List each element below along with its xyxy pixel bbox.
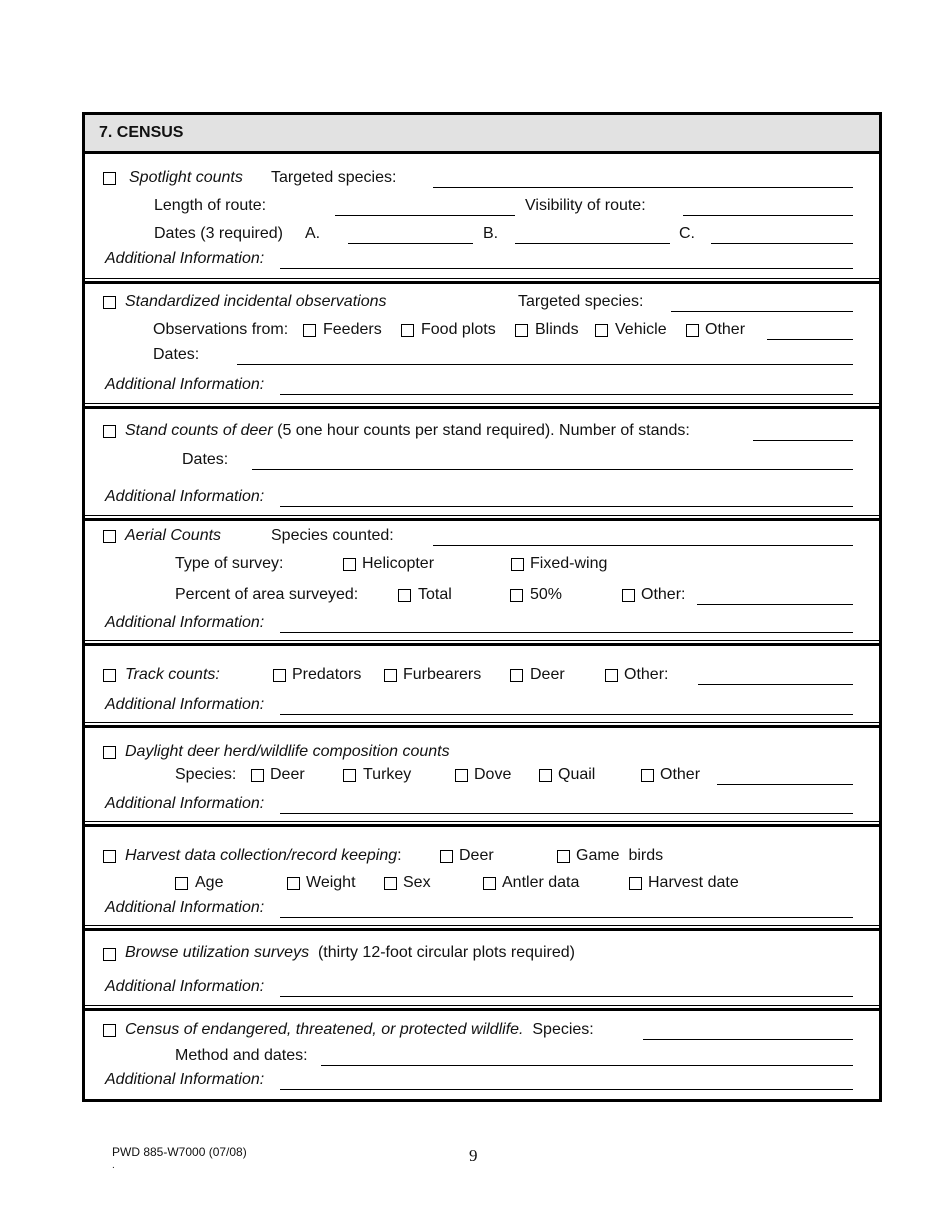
stand-counts-checkbox[interactable] <box>103 425 116 438</box>
spotlight-checkbox[interactable] <box>103 172 116 185</box>
aerial-checkbox[interactable] <box>103 530 116 543</box>
other-field[interactable] <box>698 684 853 685</box>
additional-info-field[interactable] <box>280 714 853 715</box>
endangered-title: Census of endangered, threatened, or protected wildlife. <box>125 1021 524 1038</box>
additional-info-field[interactable] <box>280 394 853 395</box>
section-title: 7. CENSUS <box>99 124 184 141</box>
spotlight-title: Spotlight counts <box>129 169 243 186</box>
deer-checkbox[interactable] <box>510 669 523 682</box>
dates-field[interactable] <box>237 364 853 365</box>
feeders-checkbox[interactable] <box>303 324 316 337</box>
other-field[interactable] <box>697 604 853 605</box>
browse-section <box>85 931 879 1010</box>
incidental-targeted-label: Targeted species: <box>518 293 644 310</box>
total-label: Total <box>418 586 452 603</box>
vehicle-checkbox[interactable] <box>595 324 608 337</box>
food-plots-checkbox[interactable] <box>401 324 414 337</box>
quail-checkbox[interactable] <box>539 769 552 782</box>
daylight-title: Daylight deer herd/wildlife composition counts <box>125 743 450 760</box>
harvest-date-checkbox[interactable] <box>629 877 642 890</box>
additional-info-label: Additional Information: <box>105 978 265 995</box>
sex-label: Sex <box>403 874 431 891</box>
additional-info-field[interactable] <box>280 268 853 269</box>
age-checkbox[interactable] <box>175 877 188 890</box>
fixed-wing-label: Fixed-wing <box>530 555 608 572</box>
other-checkbox[interactable] <box>641 769 654 782</box>
date-b-field[interactable] <box>515 243 670 244</box>
browse-title: Browse utilization surveys <box>125 944 310 961</box>
date-c-field[interactable] <box>711 243 853 244</box>
feeders-label: Feeders <box>323 321 382 338</box>
furbearers-checkbox[interactable] <box>384 669 397 682</box>
antler-data-label: Antler data <box>502 874 580 891</box>
additional-info-label: Additional Information: <box>105 250 265 267</box>
dates-label: Dates: <box>182 451 229 468</box>
track-checkbox[interactable] <box>103 669 116 682</box>
fifty-percent-checkbox[interactable] <box>510 589 523 602</box>
helicopter-label: Helicopter <box>362 555 435 572</box>
observations-from-label: Observations from: <box>153 321 289 338</box>
dates-field[interactable] <box>252 469 853 470</box>
browse-heading <box>125 944 575 962</box>
additional-info-label: Additional Information: <box>105 614 265 631</box>
additional-info-field[interactable] <box>280 813 853 814</box>
turkey-label: Turkey <box>363 766 412 783</box>
spotlight-targeted-label: Targeted species: <box>271 169 397 186</box>
additional-info-label: Additional Information: <box>105 696 265 713</box>
additional-info-field[interactable] <box>280 1089 853 1090</box>
harvest-title: Harvest data collection/record keeping <box>125 847 398 864</box>
incidental-checkbox[interactable] <box>103 296 116 309</box>
route-visibility-field[interactable] <box>683 215 853 216</box>
additional-info-label: Additional Information: <box>105 1071 265 1088</box>
blinds-checkbox[interactable] <box>515 324 528 337</box>
incidental-section <box>85 284 879 403</box>
weight-checkbox[interactable] <box>287 877 300 890</box>
game-birds-label: Game birds <box>576 847 664 864</box>
additional-info-label: Additional Information: <box>105 488 265 505</box>
browse-checkbox[interactable] <box>103 948 116 961</box>
deer-label: Deer <box>270 766 305 783</box>
predators-checkbox[interactable] <box>273 669 286 682</box>
stand-counts-section <box>85 409 879 515</box>
harvest-date-label: Harvest date <box>648 874 739 891</box>
other-label: Other: <box>624 666 669 683</box>
track-title: Track counts: <box>125 666 220 683</box>
daylight-section <box>85 728 879 821</box>
antler-data-checkbox[interactable] <box>483 877 496 890</box>
date-a-field[interactable] <box>348 243 473 244</box>
other-label: Other <box>660 766 701 783</box>
dates-required-label: Dates (3 required) <box>154 225 283 242</box>
survey-type-label: Type of survey: <box>175 555 284 572</box>
stand-counts-heading <box>125 422 690 440</box>
percent-area-label: Percent of area surveyed: <box>175 586 359 603</box>
deer-checkbox[interactable] <box>440 850 453 863</box>
daylight-checkbox[interactable] <box>103 746 116 759</box>
fifty-percent-label: 50% <box>530 586 563 603</box>
route-visibility-label: Visibility of route: <box>525 197 646 214</box>
weight-label: Weight <box>306 874 356 891</box>
route-length-field[interactable] <box>335 215 515 216</box>
harvest-heading <box>125 847 402 865</box>
deer-label: Deer <box>459 847 494 864</box>
other-field[interactable] <box>767 339 853 340</box>
additional-info-field[interactable] <box>280 996 853 997</box>
additional-info-label: Additional Information: <box>105 899 265 916</box>
harvest-checkbox[interactable] <box>103 850 116 863</box>
deer-checkbox[interactable] <box>251 769 264 782</box>
census-form <box>82 112 882 1102</box>
quail-label: Quail <box>558 766 596 783</box>
predators-label: Predators <box>292 666 362 683</box>
game-birds-checkbox[interactable] <box>557 850 570 863</box>
fixed-wing-checkbox[interactable] <box>511 558 524 571</box>
dates-label: Dates: <box>153 346 200 363</box>
harvest-colon: : <box>397 847 402 864</box>
dove-checkbox[interactable] <box>455 769 468 782</box>
other-checkbox[interactable] <box>686 324 699 337</box>
additional-info-label: Additional Information: <box>105 376 265 393</box>
spotlight-section <box>85 154 879 278</box>
helicopter-checkbox[interactable] <box>343 558 356 571</box>
age-label: Age <box>195 874 224 891</box>
method-dates-field[interactable] <box>321 1065 853 1066</box>
section-header <box>85 115 879 154</box>
endangered-heading <box>125 1021 594 1039</box>
other-label: Other: <box>641 586 686 603</box>
date-b-label: B. <box>483 225 499 242</box>
browse-desc: (thirty 12-foot circular plots required) <box>317 944 575 961</box>
endangered-species-field[interactable] <box>643 1039 853 1040</box>
additional-info-field[interactable] <box>280 506 853 507</box>
species-counted-label: Species counted: <box>271 527 394 544</box>
turkey-checkbox[interactable] <box>343 769 356 782</box>
date-c-label: C. <box>679 225 695 242</box>
vehicle-label: Vehicle <box>615 321 667 338</box>
total-checkbox[interactable] <box>398 589 411 602</box>
food-plots-label: Food plots <box>421 321 496 338</box>
additional-info-field[interactable] <box>280 917 853 918</box>
other-label: Other <box>705 321 746 338</box>
additional-info-field[interactable] <box>280 632 853 633</box>
spotlight-targeted-field[interactable] <box>433 187 853 188</box>
additional-info-label: Additional Information: <box>105 795 265 812</box>
sex-checkbox[interactable] <box>384 877 397 890</box>
other-field[interactable] <box>717 784 853 785</box>
aerial-title: Aerial Counts <box>125 527 222 544</box>
other-checkbox[interactable] <box>605 669 618 682</box>
endangered-checkbox[interactable] <box>103 1024 116 1037</box>
aerial-section <box>85 521 879 640</box>
stand-counts-title: Stand counts of deer <box>125 422 273 439</box>
date-a-label: A. <box>305 225 321 242</box>
stand-counts-desc: (5 one hour counts per stand required). Number of stands: <box>277 422 690 439</box>
other-checkbox[interactable] <box>622 589 635 602</box>
species-label: Species: <box>175 766 237 783</box>
route-length-label: Length of route: <box>154 197 267 214</box>
page-number: 9 <box>469 1146 478 1165</box>
deer-label: Deer <box>530 666 565 683</box>
track-section <box>85 646 879 722</box>
incidental-title: Standardized incidental observations <box>125 293 387 310</box>
furbearers-label: Furbearers <box>403 666 482 683</box>
dove-label: Dove <box>474 766 512 783</box>
incidental-targeted-field[interactable] <box>671 311 853 312</box>
form-code: PWD 885-W7000 (07/08) <box>112 1145 247 1159</box>
method-dates-label: Method and dates: <box>175 1047 308 1064</box>
endangered-section <box>85 1011 879 1099</box>
harvest-section <box>85 827 879 925</box>
blinds-label: Blinds <box>535 321 579 338</box>
number-of-stands-field[interactable] <box>753 440 853 441</box>
endangered-species-label: Species: <box>532 1021 594 1038</box>
species-counted-field[interactable] <box>433 545 853 546</box>
footer-dot: . <box>112 1160 115 1171</box>
